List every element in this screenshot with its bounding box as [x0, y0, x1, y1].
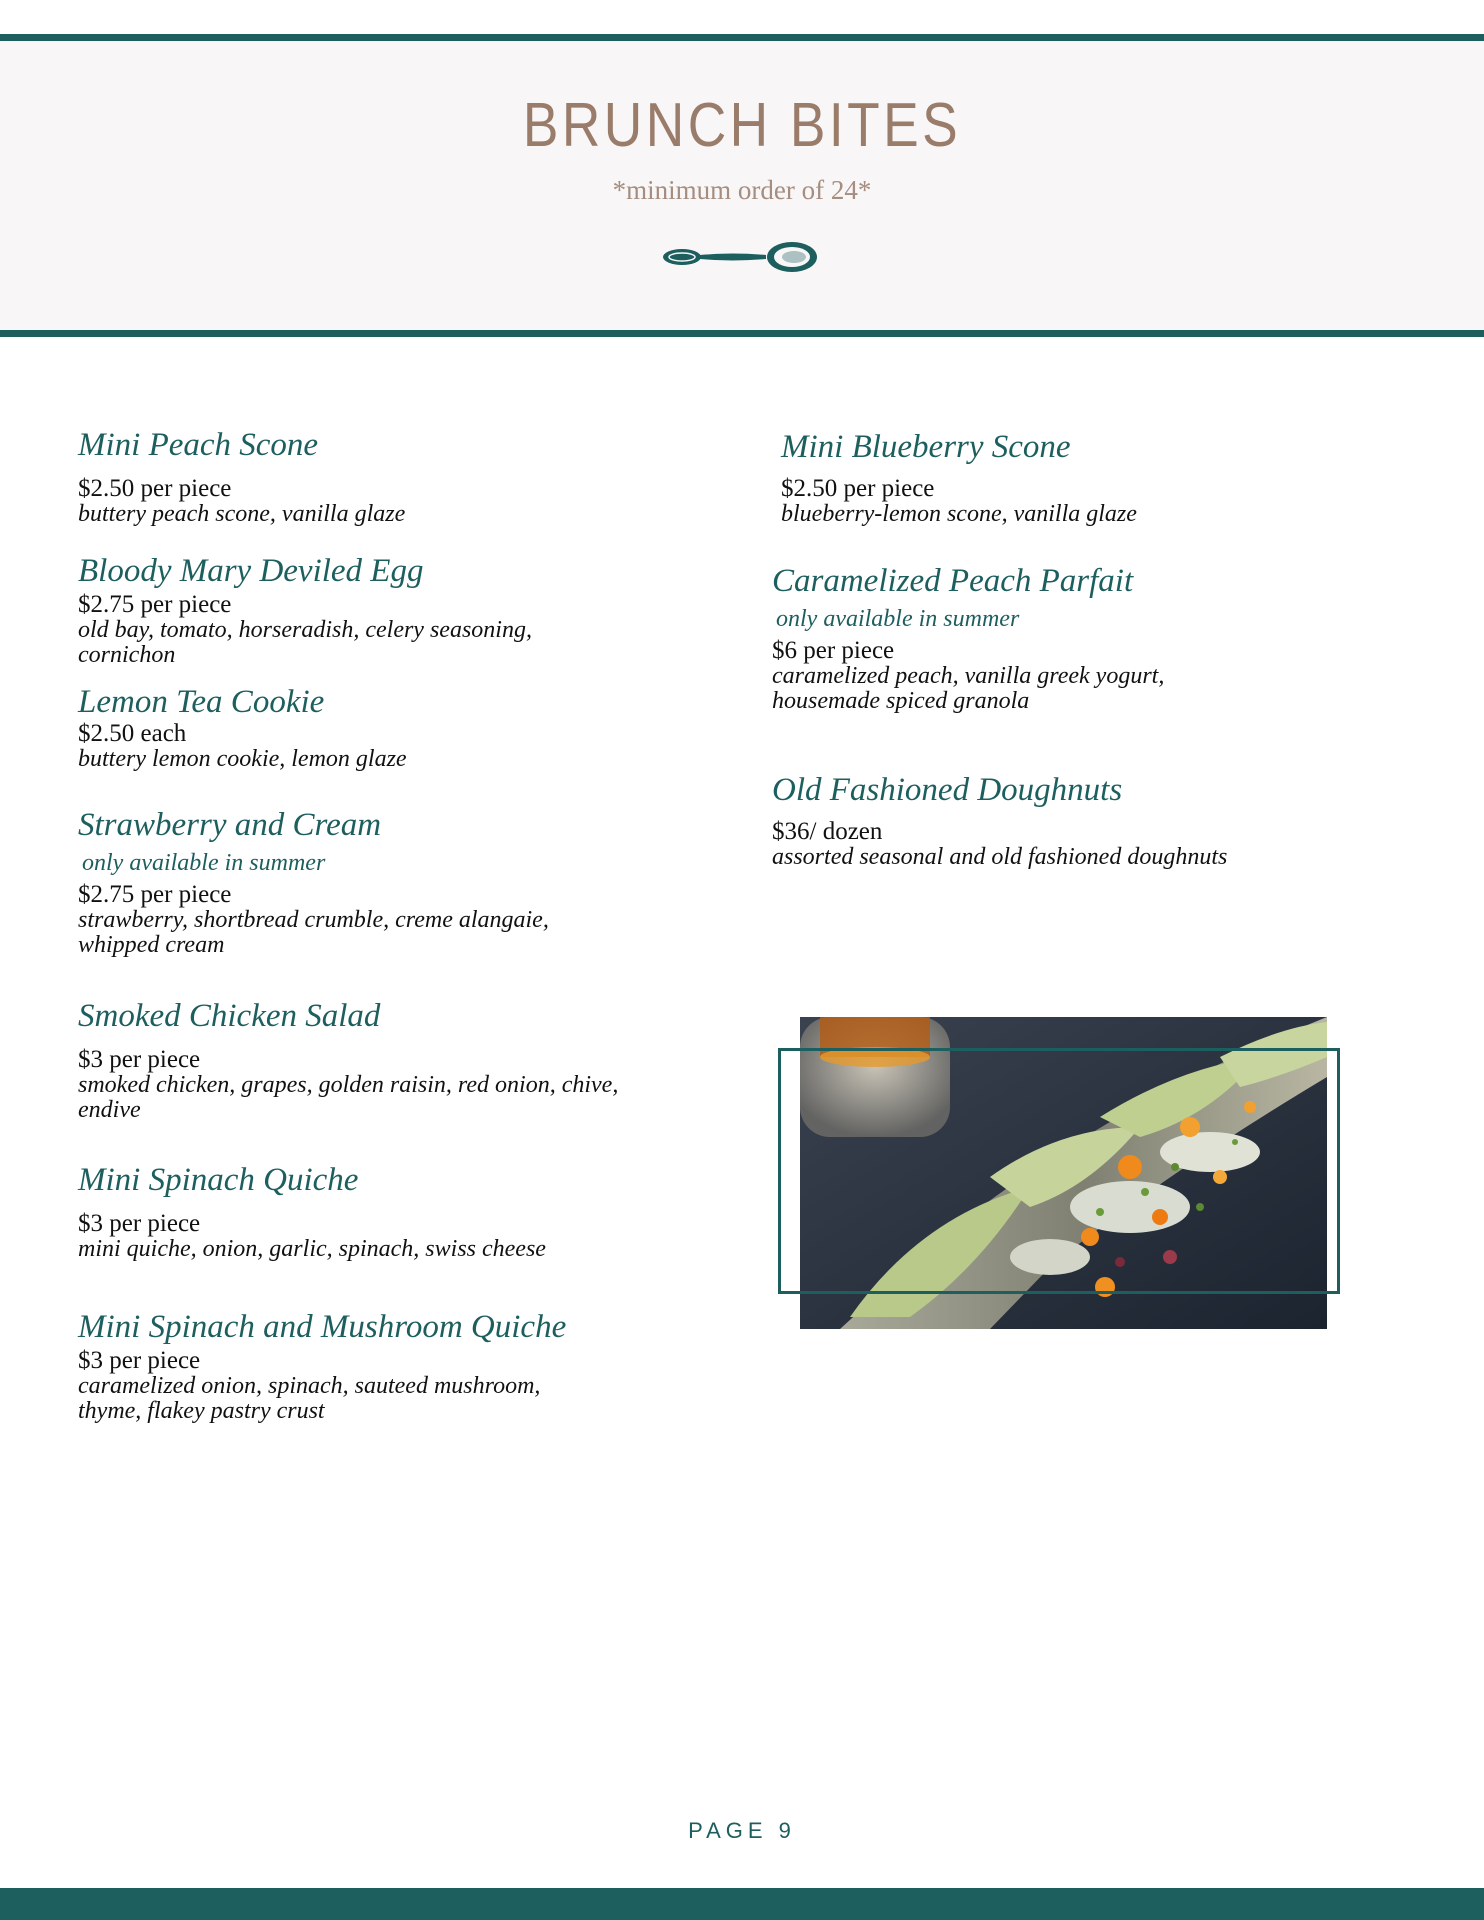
- header-bottom-rule: [0, 330, 1484, 337]
- item-price: $2.75 per piece: [78, 591, 232, 618]
- item-price: $2.50 each: [78, 720, 187, 747]
- item-name: Smoked Chicken Salad: [78, 998, 381, 1034]
- item-availability-note: only available in summer: [82, 850, 326, 876]
- item-price: $36/ dozen: [772, 818, 883, 845]
- item-description: strawberry, shortbread crumble, creme alangaie, whipped cream: [78, 907, 549, 958]
- menu-item: [781, 428, 1401, 527]
- menu-item: [78, 1161, 698, 1262]
- menu-item: [78, 426, 678, 527]
- page-subtitle: *minimum order of 24*: [612, 175, 872, 205]
- item-price: $3 per piece: [78, 1210, 201, 1237]
- item-description: buttery lemon cookie, lemon glaze: [78, 746, 407, 772]
- item-description: smoked chicken, grapes, golden raisin, red onion, chive, endive: [78, 1072, 619, 1123]
- item-name: Mini Spinach Quiche: [78, 1162, 359, 1198]
- item-name: Mini Blueberry Scone: [781, 429, 1071, 465]
- menu-item: [78, 552, 678, 668]
- item-description: mini quiche, onion, garlic, spinach, swiss cheese: [78, 1236, 546, 1262]
- item-availability-note: only available in summer: [776, 606, 1020, 632]
- footer-bar: [0, 1888, 1484, 1920]
- item-price: $2.50 per piece: [781, 475, 935, 502]
- item-name: Strawberry and Cream: [78, 807, 382, 843]
- page-title: BRUNCH BITES: [522, 91, 962, 160]
- item-name: Lemon Tea Cookie: [78, 684, 325, 720]
- item-price: $3 per piece: [78, 1347, 201, 1374]
- item-description: old bay, tomato, horseradish, celery seasoning, cornichon: [78, 617, 532, 668]
- header-top-rule: [0, 34, 1484, 41]
- item-name: Old Fashioned Doughnuts: [772, 772, 1123, 808]
- spoon-icon: [662, 240, 818, 274]
- menu-item: [78, 997, 698, 1123]
- item-price: $2.50 per piece: [78, 475, 232, 502]
- menu-item: [772, 771, 1392, 870]
- item-name: Caramelized Peach Parfait: [772, 563, 1134, 599]
- item-name: Bloody Mary Deviled Egg: [78, 553, 424, 589]
- page-number: PAGE 9: [688, 1818, 796, 1843]
- item-name: Mini Spinach and Mushroom Quiche: [78, 1309, 567, 1345]
- item-price: $2.75 per piece: [78, 881, 232, 908]
- menu-item: [78, 806, 678, 958]
- item-description: caramelized onion, spinach, sauteed mushroom, thyme, flakey pastry crust: [78, 1373, 541, 1424]
- item-description: buttery peach scone, vanilla glaze: [78, 501, 406, 527]
- item-description: caramelized peach, vanilla greek yogurt, housemade spiced granola: [772, 663, 1165, 714]
- menu-item: [78, 683, 678, 772]
- item-description: assorted seasonal and old fashioned doughnuts: [772, 844, 1228, 870]
- menu-item: [772, 562, 1392, 714]
- item-name: Mini Peach Scone: [78, 427, 319, 463]
- item-price: $6 per piece: [772, 637, 895, 664]
- menu-item: [78, 1308, 698, 1424]
- photo-frame: [778, 1048, 1340, 1294]
- item-price: $3 per piece: [78, 1046, 201, 1073]
- item-description: blueberry-lemon scone, vanilla glaze: [781, 501, 1137, 527]
